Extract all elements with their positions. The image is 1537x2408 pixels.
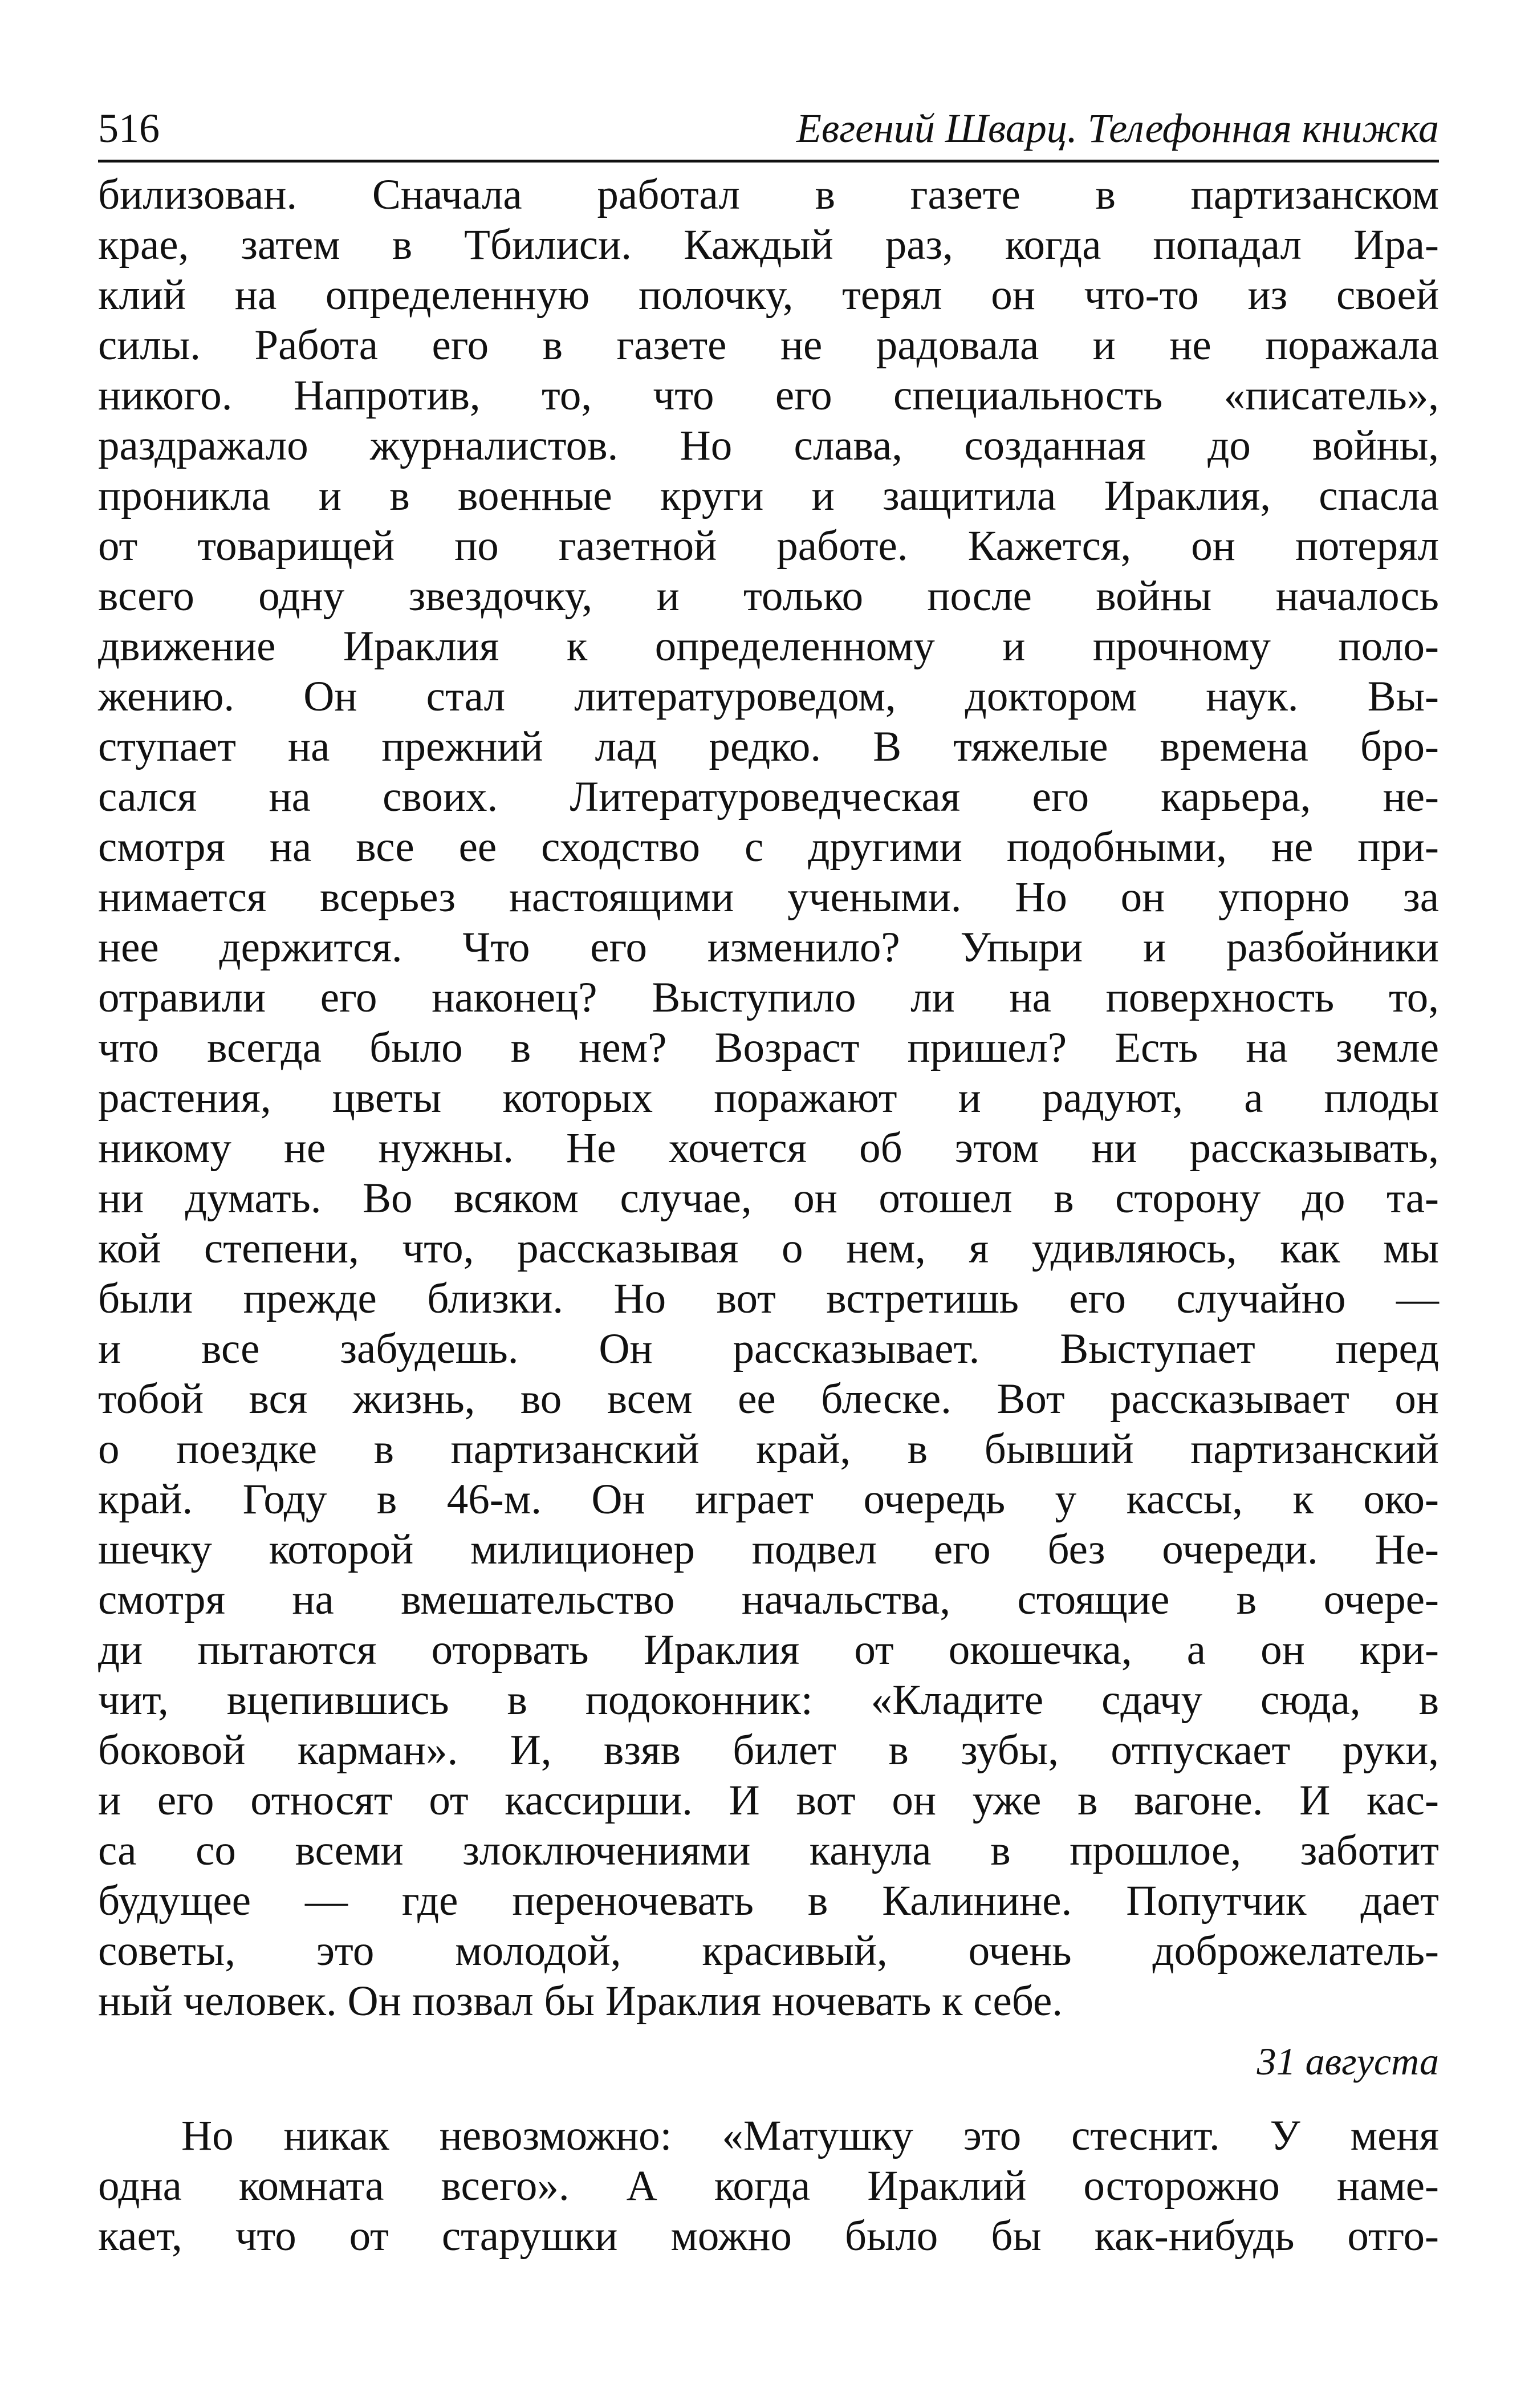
running-header <box>98 97 1439 163</box>
text-line: ни думать. Во всяком случае, он отошел в сторону до та- <box>98 1175 1439 1222</box>
text-line: Но никак невозможно: «Матушку это стеснит. У меня <box>181 2112 1439 2159</box>
text-line: кой степени, что, рассказывая о нем, я удивляюсь, как мы <box>98 1225 1439 1272</box>
text-line: смотря на вмешательство начальства, стоящие в очере- <box>98 1576 1439 1623</box>
page-number: 516 <box>98 105 160 151</box>
text-line: боковой карман». И, взяв билет в зубы, отпускает руки, <box>98 1727 1439 1774</box>
text-line: от товарищей по газетной работе. Кажется, он потерял <box>98 522 1439 570</box>
text-line: были прежде близки. Но вот встретишь его случайно — <box>98 1275 1439 1322</box>
paragraph-2 <box>98 2111 1439 2261</box>
running-title: Евгений Шварц. Телефонная книжка <box>796 105 1439 151</box>
text-line: всего одну звездочку, и только после войны началось <box>98 572 1439 620</box>
text-line: нее держится. Что его изменило? Упыри и разбойники <box>98 924 1439 971</box>
text-line: ступает на прежний лад редко. В тяжелые времена бро- <box>98 723 1439 770</box>
text-line: нимается всерьез настоящими учеными. Но он упорно за <box>98 874 1439 921</box>
text-line: растения, цветы которых поражают и радуют, а плоды <box>98 1074 1439 1122</box>
text-line: что всегда было в нем? Возраст пришел? Есть на земле <box>98 1024 1439 1071</box>
text-line: клий на определенную полочку, терял он что-то из своей <box>98 271 1439 319</box>
text-line: крае, затем в Тбилиси. Каждый раз, когда попадал Ира- <box>98 221 1439 269</box>
text-line: и все забудешь. Он рассказывает. Выступает перед <box>98 1325 1439 1372</box>
text-line: ный человек. Он позвал бы Ираклия ночевать к себе. <box>98 1977 1063 2025</box>
text-line: проникла и в военные круги и защитила Ираклия, спасла <box>98 472 1439 519</box>
text-line: отравили его наконец? Выступило ли на поверхность то, <box>98 974 1439 1021</box>
text-line: советы, это молодой, красивый, очень доброжелатель- <box>98 1927 1439 1975</box>
paragraph-1 <box>98 170 1439 2027</box>
text-line: ди пытаются оторвать Ираклия от окошечка, а он кри- <box>98 1626 1439 1674</box>
text-line: силы. Работа его в газете не радовала и не поражала <box>98 322 1439 369</box>
text-line: жению. Он стал литературоведом, доктором наук. Вы- <box>98 673 1439 720</box>
text-line: о поездке в партизанский край, в бывший партизанский <box>98 1426 1439 1473</box>
date-heading: 31 августа <box>1257 2040 1439 2083</box>
text-line: будущее — где переночевать в Калинине. Попутчик дает <box>98 1877 1439 1924</box>
text-line: никому не нужны. Не хочется об этом ни рассказывать, <box>98 1124 1439 1172</box>
text-line: одна комната всего». А когда Ираклий осторожно наме- <box>98 2162 1439 2210</box>
text-line: край. Году в 46-м. Он играет очередь у кассы, к око- <box>98 1476 1439 1523</box>
text-line: тобой вся жизнь, во всем ее блеске. Вот рассказывает он <box>98 1375 1439 1423</box>
text-line: чит, вцепившись в подоконник: «Кладите сдачу сюда, в <box>98 1676 1439 1724</box>
text-line: кает, что от старушки можно было бы как-нибудь отго- <box>98 2212 1439 2260</box>
text-line: раздражало журналистов. Но слава, созданная до войны, <box>98 422 1439 469</box>
text-line: движение Ираклия к определенному и прочному поло- <box>98 623 1439 670</box>
text-line: са со всеми злоключениями канула в прошлое, заботит <box>98 1827 1439 1874</box>
text-line: и его относят от кассирши. И вот он уже в вагоне. И кас- <box>98 1777 1439 1824</box>
text-line: никого. Напротив, то, что его специальность «писатель», <box>98 372 1439 419</box>
text-line: смотря на все ее сходство с другими подобными, не при- <box>98 823 1439 871</box>
text-line: билизован. Сначала работал в газете в партизанском <box>98 171 1439 218</box>
text-line: сался на своих. Литературоведческая его карьера, не- <box>98 773 1439 821</box>
text-line: шечку которой милиционер подвел его без очереди. Не- <box>98 1526 1439 1573</box>
